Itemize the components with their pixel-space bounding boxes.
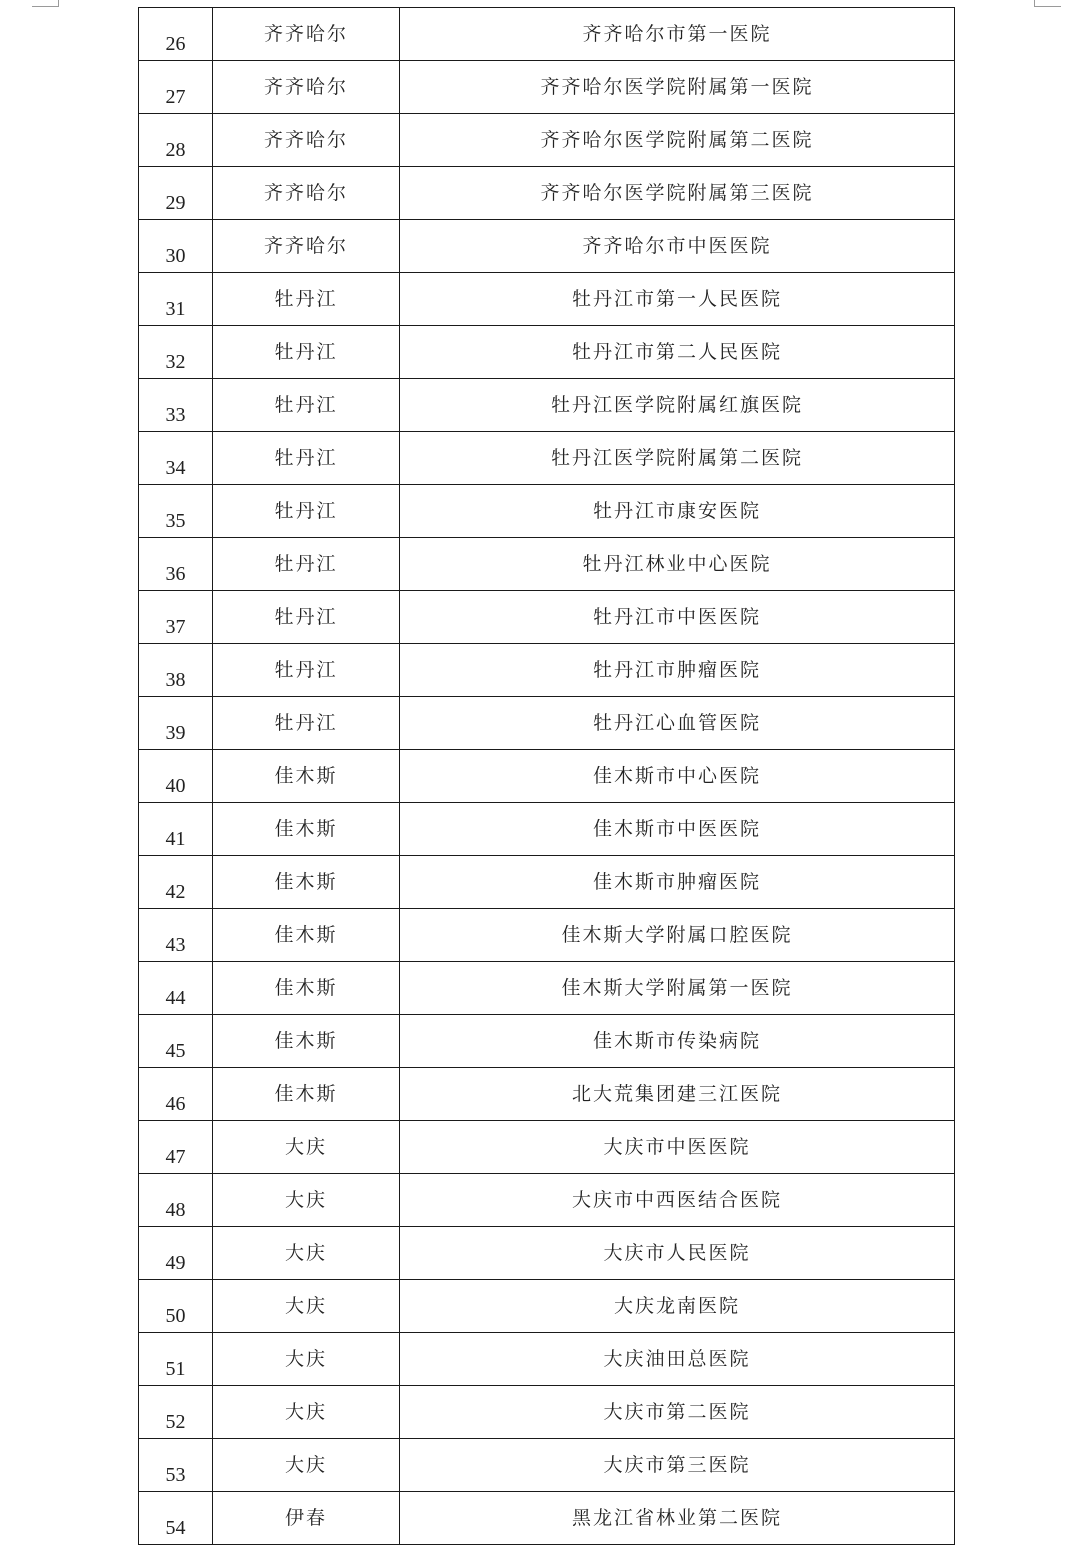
row-number-cell: 54 bbox=[139, 1492, 213, 1545]
row-number-cell: 35 bbox=[139, 485, 213, 538]
city-cell: 牡丹江 bbox=[213, 432, 400, 485]
city-cell: 牡丹江 bbox=[213, 273, 400, 326]
row-number-cell: 37 bbox=[139, 591, 213, 644]
hospital-name-cell: 牡丹江市康安医院 bbox=[400, 485, 955, 538]
hospital-name-cell: 佳木斯市中心医院 bbox=[400, 750, 955, 803]
hospital-name-cell: 齐齐哈尔市中医医院 bbox=[400, 220, 955, 273]
row-number-cell: 32 bbox=[139, 326, 213, 379]
row-number-cell: 31 bbox=[139, 273, 213, 326]
row-number-cell: 48 bbox=[139, 1174, 213, 1227]
hospital-name-cell: 佳木斯市肿瘤医院 bbox=[400, 856, 955, 909]
hospital-name-cell: 牡丹江市中医医院 bbox=[400, 591, 955, 644]
table-row bbox=[139, 1015, 955, 1068]
hospital-name-cell: 牡丹江医学院附属第二医院 bbox=[400, 432, 955, 485]
table-row bbox=[139, 167, 955, 220]
row-number-cell: 45 bbox=[139, 1015, 213, 1068]
hospital-name-cell: 牡丹江林业中心医院 bbox=[400, 538, 955, 591]
row-number-cell: 52 bbox=[139, 1386, 213, 1439]
city-cell: 佳木斯 bbox=[213, 962, 400, 1015]
hospital-name-cell: 大庆市第三医院 bbox=[400, 1439, 955, 1492]
table-row bbox=[139, 1280, 955, 1333]
city-cell: 牡丹江 bbox=[213, 697, 400, 750]
hospital-name-cell: 佳木斯市中医医院 bbox=[400, 803, 955, 856]
table-row bbox=[139, 538, 955, 591]
table-row bbox=[139, 379, 955, 432]
city-cell: 大庆 bbox=[213, 1121, 400, 1174]
row-number-cell: 53 bbox=[139, 1439, 213, 1492]
hospital-name-cell: 北大荒集团建三江医院 bbox=[400, 1068, 955, 1121]
city-cell: 牡丹江 bbox=[213, 379, 400, 432]
city-cell: 大庆 bbox=[213, 1280, 400, 1333]
hospital-name-cell: 大庆油田总医院 bbox=[400, 1333, 955, 1386]
hospital-name-cell: 大庆市中西医结合医院 bbox=[400, 1174, 955, 1227]
hospital-name-cell: 牡丹江市肿瘤医院 bbox=[400, 644, 955, 697]
row-number-cell: 30 bbox=[139, 220, 213, 273]
row-number-cell: 29 bbox=[139, 167, 213, 220]
row-number-cell: 41 bbox=[139, 803, 213, 856]
hospital-name-cell: 牡丹江医学院附属红旗医院 bbox=[400, 379, 955, 432]
table-row bbox=[139, 856, 955, 909]
hospital-name-cell: 齐齐哈尔市第一医院 bbox=[400, 8, 955, 61]
row-number-cell: 28 bbox=[139, 114, 213, 167]
table-row bbox=[139, 909, 955, 962]
hospital-name-cell: 牡丹江市第一人民医院 bbox=[400, 273, 955, 326]
table-row bbox=[139, 750, 955, 803]
city-cell: 齐齐哈尔 bbox=[213, 220, 400, 273]
table-row bbox=[139, 114, 955, 167]
row-number-cell: 38 bbox=[139, 644, 213, 697]
hospital-name-cell: 佳木斯大学附属口腔医院 bbox=[400, 909, 955, 962]
crop-mark-top-left bbox=[32, 0, 59, 7]
table-row bbox=[139, 591, 955, 644]
row-number-cell: 27 bbox=[139, 61, 213, 114]
city-cell: 佳木斯 bbox=[213, 1015, 400, 1068]
row-number-cell: 34 bbox=[139, 432, 213, 485]
city-cell: 佳木斯 bbox=[213, 750, 400, 803]
row-number-cell: 26 bbox=[139, 8, 213, 61]
table-row bbox=[139, 1227, 955, 1280]
hospital-name-cell: 齐齐哈尔医学院附属第三医院 bbox=[400, 167, 955, 220]
table-row bbox=[139, 1386, 955, 1439]
row-number-cell: 43 bbox=[139, 909, 213, 962]
hospital-name-cell: 牡丹江市第二人民医院 bbox=[400, 326, 955, 379]
city-cell: 佳木斯 bbox=[213, 909, 400, 962]
hospital-name-cell: 佳木斯市传染病院 bbox=[400, 1015, 955, 1068]
city-cell: 牡丹江 bbox=[213, 485, 400, 538]
table-row bbox=[139, 1439, 955, 1492]
table-row bbox=[139, 220, 955, 273]
city-cell: 大庆 bbox=[213, 1439, 400, 1492]
hospital-list-table bbox=[138, 7, 955, 1545]
row-number-cell: 40 bbox=[139, 750, 213, 803]
table-row bbox=[139, 803, 955, 856]
row-number-cell: 50 bbox=[139, 1280, 213, 1333]
city-cell: 大庆 bbox=[213, 1174, 400, 1227]
row-number-cell: 46 bbox=[139, 1068, 213, 1121]
row-number-cell: 49 bbox=[139, 1227, 213, 1280]
table-row bbox=[139, 485, 955, 538]
city-cell: 牡丹江 bbox=[213, 538, 400, 591]
city-cell: 齐齐哈尔 bbox=[213, 167, 400, 220]
table-row bbox=[139, 1068, 955, 1121]
city-cell: 大庆 bbox=[213, 1386, 400, 1439]
row-number-cell: 42 bbox=[139, 856, 213, 909]
hospital-name-cell: 齐齐哈尔医学院附属第一医院 bbox=[400, 61, 955, 114]
city-cell: 伊春 bbox=[213, 1492, 400, 1545]
city-cell: 牡丹江 bbox=[213, 326, 400, 379]
city-cell: 大庆 bbox=[213, 1333, 400, 1386]
hospital-name-cell: 大庆龙南医院 bbox=[400, 1280, 955, 1333]
city-cell: 佳木斯 bbox=[213, 803, 400, 856]
city-cell: 佳木斯 bbox=[213, 1068, 400, 1121]
row-number-cell: 36 bbox=[139, 538, 213, 591]
row-number-cell: 33 bbox=[139, 379, 213, 432]
table-row bbox=[139, 8, 955, 61]
hospital-table-body bbox=[139, 8, 955, 1545]
table-row bbox=[139, 326, 955, 379]
hospital-name-cell: 佳木斯大学附属第一医院 bbox=[400, 962, 955, 1015]
city-cell: 齐齐哈尔 bbox=[213, 61, 400, 114]
table-row bbox=[139, 1121, 955, 1174]
crop-mark-top-right bbox=[1034, 0, 1061, 7]
row-number-cell: 39 bbox=[139, 697, 213, 750]
city-cell: 牡丹江 bbox=[213, 644, 400, 697]
table-row bbox=[139, 1492, 955, 1545]
city-cell: 佳木斯 bbox=[213, 856, 400, 909]
table-row bbox=[139, 432, 955, 485]
city-cell: 齐齐哈尔 bbox=[213, 8, 400, 61]
city-cell: 齐齐哈尔 bbox=[213, 114, 400, 167]
table-row bbox=[139, 644, 955, 697]
hospital-name-cell: 牡丹江心血管医院 bbox=[400, 697, 955, 750]
hospital-name-cell: 大庆市第二医院 bbox=[400, 1386, 955, 1439]
hospital-name-cell: 黑龙江省林业第二医院 bbox=[400, 1492, 955, 1545]
city-cell: 大庆 bbox=[213, 1227, 400, 1280]
table-row bbox=[139, 273, 955, 326]
hospital-name-cell: 大庆市中医医院 bbox=[400, 1121, 955, 1174]
row-number-cell: 47 bbox=[139, 1121, 213, 1174]
table-row bbox=[139, 61, 955, 114]
row-number-cell: 44 bbox=[139, 962, 213, 1015]
city-cell: 牡丹江 bbox=[213, 591, 400, 644]
hospital-name-cell: 齐齐哈尔医学院附属第二医院 bbox=[400, 114, 955, 167]
table-row bbox=[139, 1174, 955, 1227]
table-row bbox=[139, 697, 955, 750]
row-number-cell: 51 bbox=[139, 1333, 213, 1386]
table-row bbox=[139, 962, 955, 1015]
table-row bbox=[139, 1333, 955, 1386]
hospital-name-cell: 大庆市人民医院 bbox=[400, 1227, 955, 1280]
